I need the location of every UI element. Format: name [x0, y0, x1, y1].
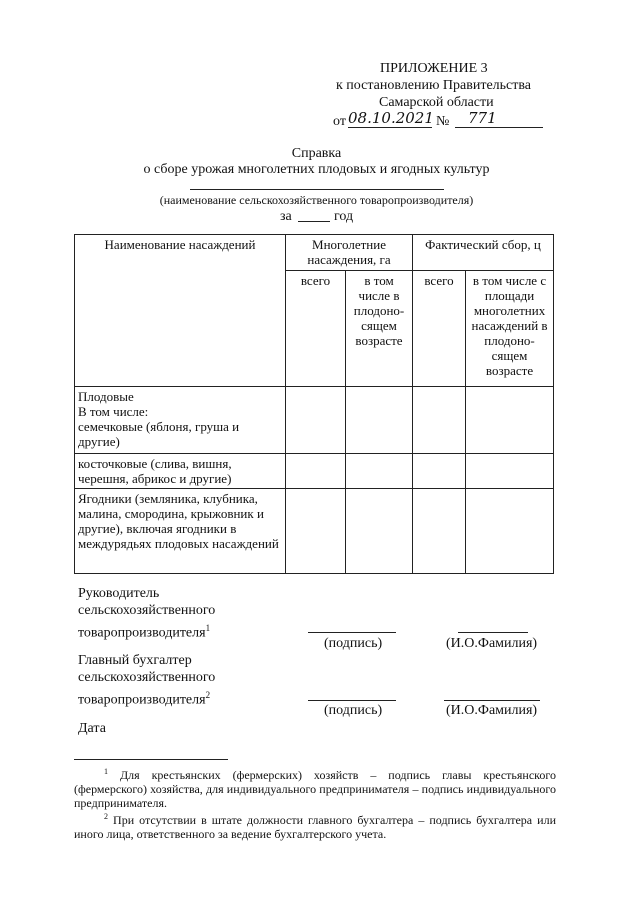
cell-empty[interactable]	[466, 387, 554, 454]
cell-empty[interactable]	[286, 489, 346, 574]
footnote-ref-1: 1	[205, 623, 211, 633]
table-row	[75, 454, 554, 489]
year-line	[298, 221, 330, 222]
footnote-ref-2: 2	[205, 690, 211, 700]
resolution-line-2: Самарской области	[379, 95, 494, 110]
cell-empty[interactable]	[286, 387, 346, 454]
number-underline	[455, 127, 543, 128]
footnote-mark-1: 1	[104, 767, 108, 776]
table-row	[75, 387, 554, 454]
accountant-label-text: товаропроизводителя	[78, 692, 206, 708]
doc-subtitle: о сборе урожая многолетних плодовых и ягодных культур	[143, 162, 490, 177]
accountant-signature-caption: (подпись)	[324, 703, 383, 718]
date-underline	[348, 127, 432, 128]
col-header-name: Наименование насаждений	[75, 235, 286, 387]
cell-empty[interactable]	[286, 454, 346, 489]
accountant-label-line-3	[78, 687, 210, 709]
doc-title: Справка	[291, 146, 342, 161]
producer-name-line	[190, 189, 444, 190]
row-label-berries: Ягодники (земляника, клубника, малина, смородина, крыжовник и другие), включая ягодники в междурядьях плодовых насаждений	[75, 489, 286, 574]
footnote-mark-2: 2	[104, 812, 108, 821]
resolution-from-label: от	[333, 114, 346, 129]
subheader-total-area: всего	[286, 271, 346, 387]
cell-empty[interactable]	[346, 387, 413, 454]
row-label-fruit: Плодовые В том числе: семечковые (яблоня, груша и другие)	[75, 387, 286, 454]
accountant-label-line-2: сельскохозяйственного	[78, 670, 216, 685]
cell-empty[interactable]	[413, 454, 466, 489]
subheader-total-harvest: всего	[413, 271, 466, 387]
head-label-text: товаропроизводителя	[78, 625, 206, 641]
resolution-date: 08.10.2021	[348, 109, 434, 127]
year-prefix: за	[280, 209, 292, 224]
footnote-separator	[74, 759, 228, 760]
cell-empty[interactable]	[346, 489, 413, 574]
harvest-table	[74, 234, 554, 574]
resolution-number: 771	[468, 109, 497, 127]
col-header-harvest: Фактический сбор, ц	[413, 235, 554, 271]
head-label-line-3	[78, 620, 210, 642]
date-label: Дата	[78, 721, 106, 736]
head-label-line-1: Руководитель	[78, 586, 160, 601]
subheader-fruiting-area: в том числе в плодоно-сящем возрасте	[346, 271, 413, 387]
resolution-line-1: к постановлению Правительства	[336, 78, 532, 93]
head-signature-caption: (подпись)	[324, 636, 383, 651]
head-label-line-2: сельскохозяйственного	[78, 603, 216, 618]
head-name-line	[458, 632, 528, 633]
cell-empty[interactable]	[413, 489, 466, 574]
accountant-signature-line	[308, 700, 396, 701]
head-signature-line	[308, 632, 396, 633]
footnote-1	[74, 765, 556, 810]
accountant-name-caption: (И.О.Фамилия)	[446, 703, 538, 718]
footnote-2-text: При отсутствии в штате должности главного бухгалтера – подпись бухгалтера или иного лица, ответственного за ведение бухгалтерского учета.	[74, 813, 556, 841]
resolution-number-label: №	[436, 114, 450, 129]
cell-empty[interactable]	[466, 454, 554, 489]
table-row	[75, 489, 554, 574]
head-name-caption: (И.О.Фамилия)	[446, 636, 538, 651]
cell-empty[interactable]	[346, 454, 413, 489]
appendix-title: ПРИЛОЖЕНИЕ 3	[380, 61, 488, 76]
cell-empty[interactable]	[466, 489, 554, 574]
accountant-name-line	[444, 700, 540, 701]
cell-empty[interactable]	[413, 387, 466, 454]
accountant-label-line-1: Главный бухгалтер	[78, 653, 192, 668]
col-header-perennial: Многолетние насаждения, га	[286, 235, 413, 271]
subheader-fruiting-harvest: в том числе с площади многолетних насаждений в плодоно-сящем возрасте	[466, 271, 554, 387]
producer-caption: (наименование сельскохозяйственного товаропроизводителя)	[159, 193, 474, 207]
footnote-2	[74, 810, 556, 841]
footnote-1-text: Для крестьянских (фермерских) хозяйств – подпись главы крестьянского (фермерского) хозяйства, для индивидуального предпринимателя – подпись индивидуального предпринимателя.	[74, 768, 556, 810]
row-label-stone-fruit: косточковые (слива, вишня, черешня, абрикос и другие)	[75, 454, 286, 489]
year-suffix: год	[334, 209, 354, 224]
